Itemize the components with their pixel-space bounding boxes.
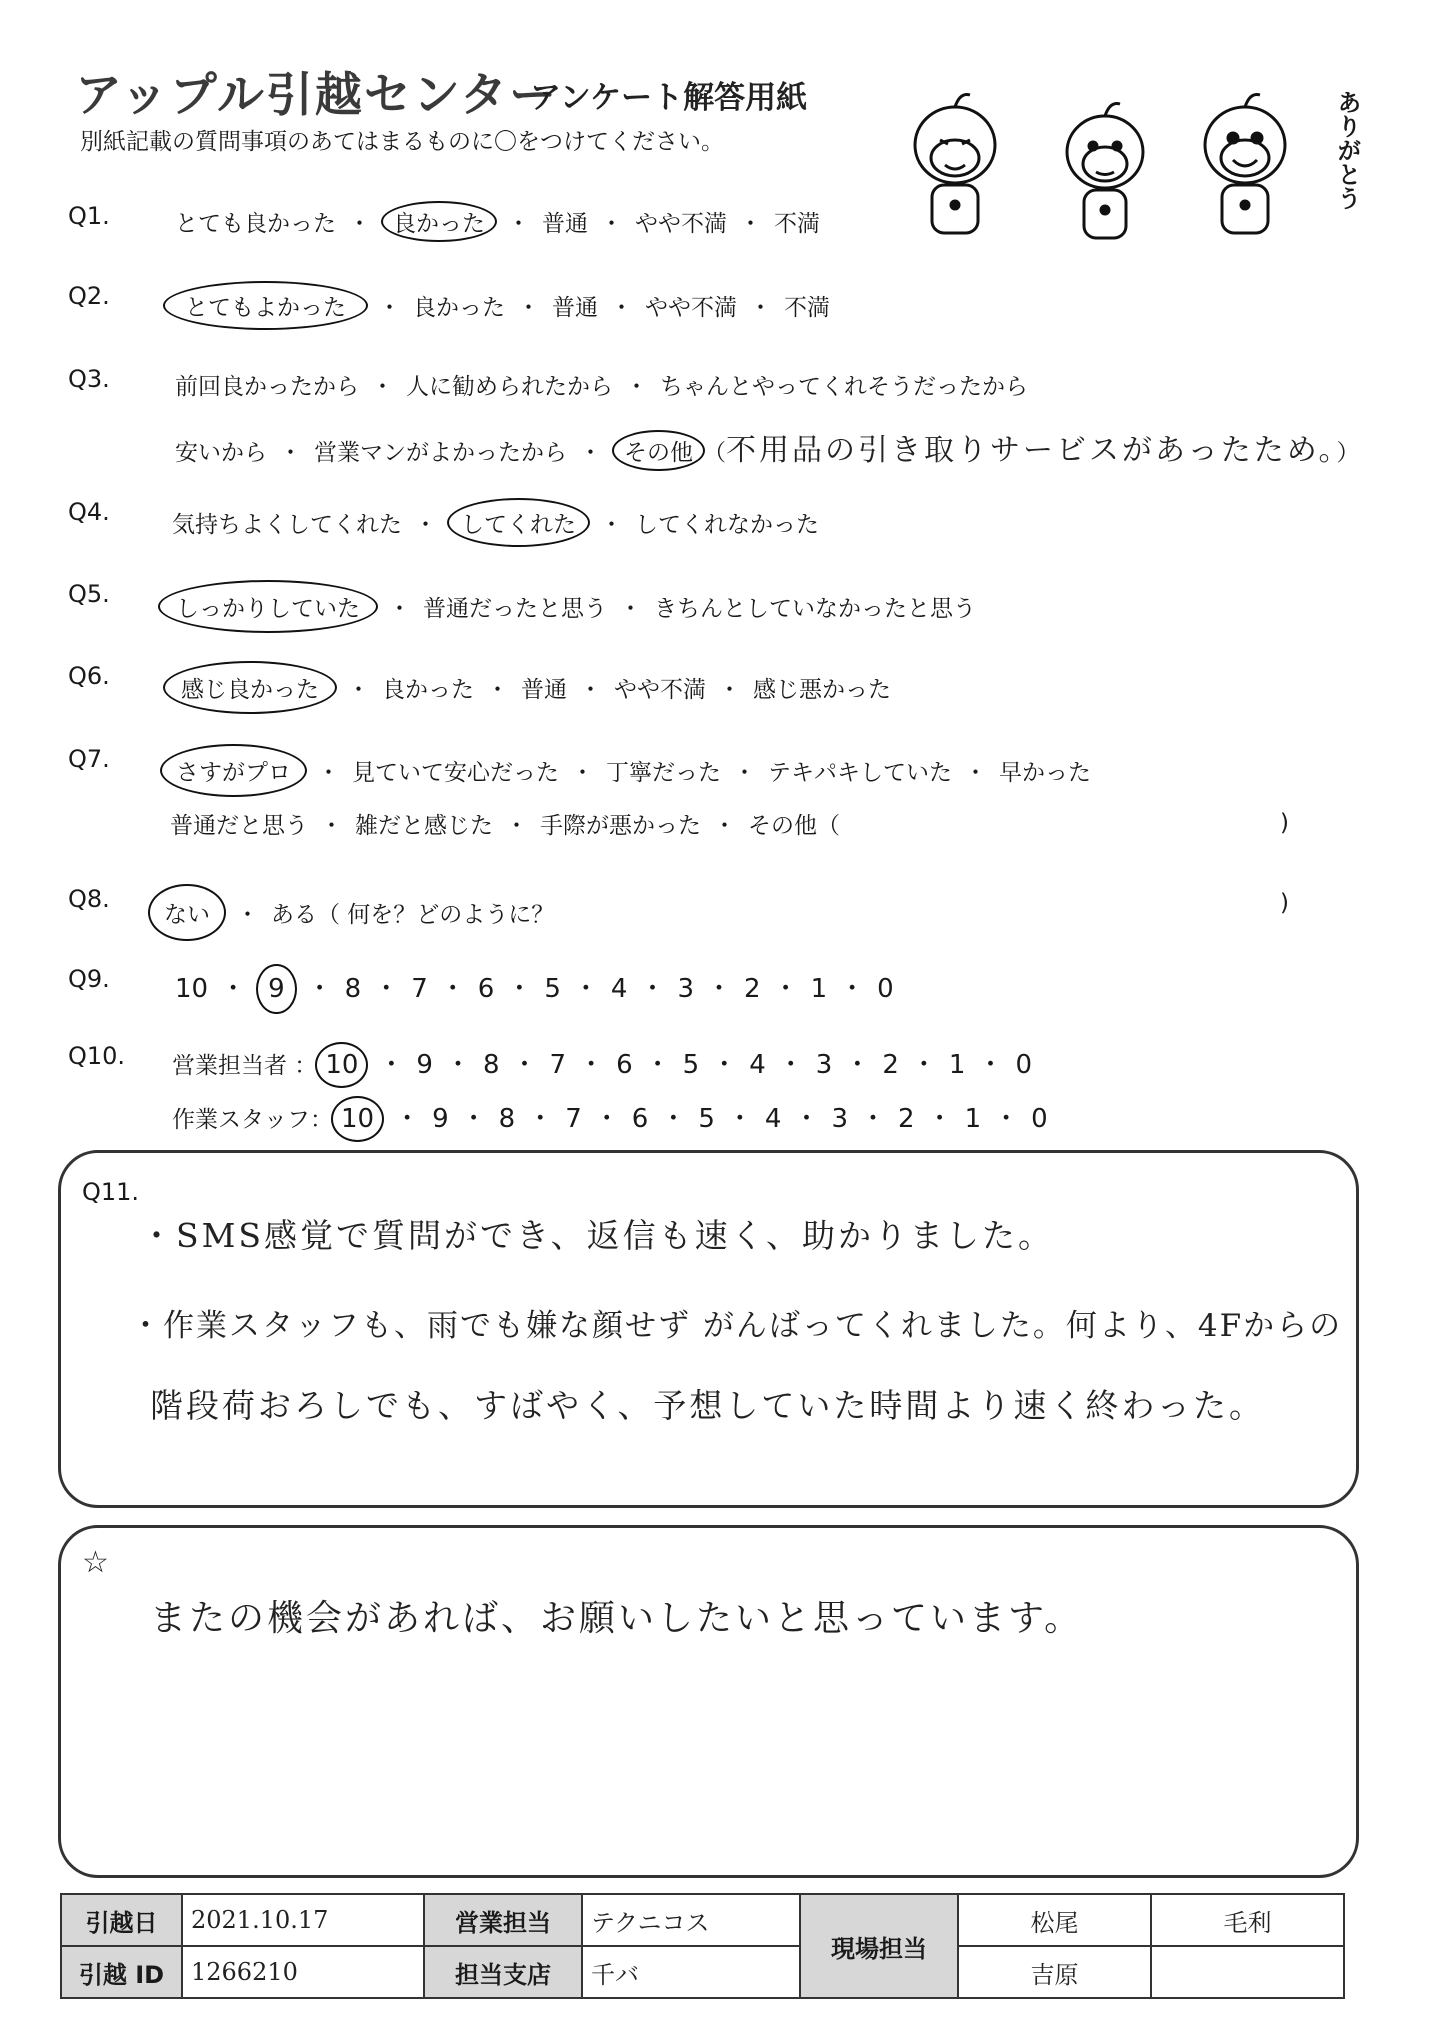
q6-option[interactable]: 良かった	[382, 677, 474, 703]
branch-label: 担当支店	[424, 1946, 582, 1998]
q5-option[interactable]: 普通だったと思う	[423, 596, 607, 622]
move-id-value: 1266210	[182, 1946, 424, 1998]
q10-staff-selected[interactable]: 10	[331, 1096, 384, 1142]
q6-option[interactable]: 感じ悪かった	[753, 677, 891, 703]
q2-label: Q2.	[68, 282, 110, 310]
q6-options: 感じ良かった ・ 良かった ・ 普通 ・ やや不満 ・ 感じ悪かった	[165, 665, 891, 710]
free-comment-box[interactable]	[58, 1525, 1359, 1878]
q8-label: Q8.	[68, 885, 110, 913]
move-date-label: 引越日	[61, 1894, 182, 1946]
q10-staff-scale: 作業スタッフ： 10 ・ 9 ・ 8 ・ 7 ・ 6 ・ 5 ・ 4 ・ 3 ・ 2 ・ 1 ・ 0	[172, 1098, 1048, 1138]
form-title: アップル引越センター	[75, 68, 558, 123]
q1-option[interactable]: 不満	[774, 211, 820, 237]
q4-option[interactable]: 気持ちよくしてくれた	[172, 512, 402, 538]
branch-value: 千バ	[582, 1946, 800, 1998]
q9-option[interactable]: 2	[744, 974, 761, 1004]
move-date-value: 2021.10.17	[182, 1894, 424, 1946]
q10-option[interactable]: 5	[682, 1050, 700, 1080]
q1-option[interactable]: とても良かった	[175, 211, 336, 237]
site-staff-empty	[1151, 1946, 1344, 1998]
q10-staff-label: 作業スタッフ：	[172, 1107, 333, 1133]
q7-option[interactable]: 雑だと感じた	[355, 813, 493, 839]
sales-value: テクニコス	[582, 1894, 800, 1946]
q8-close-paren: )	[1280, 890, 1289, 916]
q9-option[interactable]: 6	[477, 974, 495, 1004]
q2-option[interactable]: 不満	[784, 295, 830, 321]
q8-options: ない ・ ある（ 何を？どのように？	[150, 888, 554, 937]
q2-option[interactable]: 良かった	[413, 295, 505, 321]
q10-option[interactable]: 7	[565, 1104, 582, 1134]
q3-row1: 前回良かったから ・ 人に勧められたから ・ ちゃんとやってくれそうだったから	[175, 374, 1028, 400]
q10-label: Q10.	[68, 1042, 126, 1070]
q11-line-3: 階段荷おろしでも、すばやく、予想していた時間より速く終わった。	[150, 1386, 1266, 1425]
q7-option[interactable]: 見ていて安心だった	[352, 760, 559, 786]
q5-option-selected[interactable]: しっかりしていた	[158, 580, 378, 633]
q2-option-selected[interactable]: とてもよかった	[163, 281, 368, 330]
q10-option[interactable]: 6	[631, 1104, 649, 1134]
q2-option[interactable]: やや不満	[645, 295, 737, 321]
q10-option[interactable]: 6	[616, 1050, 633, 1080]
q3-row2: 安いから ・ 営業マンがよかったから ・ その他 （不用品の引き取りサービスがあったため。）	[175, 425, 1360, 469]
site-staff-3: 吉原	[958, 1946, 1151, 1998]
q10-sales-scale: 営業担当者 ： 10 ・ 9 ・ 8 ・ 7 ・ 6 ・ 5 ・ 4 ・ 3 ・ 2 ・ 1 ・ 0	[172, 1044, 1032, 1084]
q10-option[interactable]: 9	[432, 1104, 449, 1134]
q5-options: しっかりしていた ・ 普通だったと思う ・ きちんとしていなかったと思う	[160, 584, 976, 629]
q1-label: Q1.	[68, 202, 110, 230]
q10-option[interactable]: 1	[948, 1050, 966, 1080]
q10-sales-label: 営業担当者 ：	[172, 1053, 318, 1079]
q6-label: Q6.	[68, 662, 110, 690]
q7-close-paren: )	[1280, 810, 1289, 836]
q1-option-selected[interactable]: 良かった	[381, 201, 497, 242]
form-subtitle: アンケート解答用紙	[530, 80, 808, 116]
q8-option-selected[interactable]: ない	[148, 884, 226, 941]
q4-options: 気持ちよくしてくれた ・ してくれた ・ してくれなかった	[172, 502, 819, 543]
q9-option-selected[interactable]: 9	[256, 964, 297, 1014]
q3-option[interactable]: ちゃんとやってくれそうだったから	[660, 374, 1028, 400]
q9-option[interactable]: 1	[810, 974, 828, 1004]
q7-option[interactable]: その他（	[748, 813, 840, 839]
site-staff-1: 松尾	[958, 1894, 1151, 1946]
q10-option[interactable]: 8	[498, 1104, 516, 1134]
q11-line-2: ・作業スタッフも、雨でも嫌な顔せず がんばってくれました。何より、4Fからの	[130, 1308, 1343, 1344]
q9-option[interactable]: 7	[411, 974, 428, 1004]
q9-option[interactable]: 8	[344, 974, 362, 1004]
site-staff-2: 毛利	[1151, 1894, 1344, 1946]
q10-option[interactable]: 9	[416, 1050, 433, 1080]
q10-sales-selected[interactable]: 10	[315, 1042, 368, 1088]
q7-row1: さすがプロ ・ 見ていて安心だった ・ 丁寧だった ・ テキパキしていた ・ 早かった	[162, 748, 1091, 793]
move-info-table	[60, 1893, 1345, 1999]
q7-option-selected[interactable]: さすがプロ	[160, 744, 307, 797]
mascot-illustration	[900, 70, 1340, 254]
q7-row2: 普通だと思う ・ 雑だと感じた ・ 手際が悪かった ・ その他（	[170, 813, 840, 839]
q9-option[interactable]: 0	[877, 974, 894, 1004]
q10-option[interactable]: 3	[815, 1050, 833, 1080]
q1-option[interactable]: やや不満	[635, 211, 727, 237]
q1-options: とても良かった ・ 良かった ・ 普通 ・ やや不満 ・ 不満	[175, 205, 820, 238]
q10-option[interactable]: 2	[898, 1104, 915, 1134]
q7-option[interactable]: 早かった	[999, 760, 1091, 786]
q10-option[interactable]: 0	[1031, 1104, 1048, 1134]
q11-label: Q11.	[82, 1178, 140, 1206]
sales-label: 営業担当	[424, 1894, 582, 1946]
q10-option[interactable]: 4	[749, 1050, 766, 1080]
q7-option[interactable]: 普通だと思う	[170, 813, 308, 839]
q10-option[interactable]: 0	[1015, 1050, 1033, 1080]
monkey-mascots-icon	[900, 70, 1340, 250]
q9-option[interactable]: 4	[610, 974, 628, 1004]
q10-option[interactable]: 5	[698, 1104, 715, 1134]
q9-option[interactable]: 10	[175, 974, 209, 1004]
q6-option[interactable]: やや不満	[614, 677, 706, 703]
site-label: 現場担当	[800, 1894, 958, 1998]
q3-option[interactable]: 人に勧められたから	[406, 374, 613, 400]
q10-option[interactable]: 3	[831, 1104, 849, 1134]
q8-option[interactable]: ある（ 何を？どのように？	[271, 902, 555, 928]
q3-label: Q3.	[68, 365, 110, 393]
q5-label: Q5.	[68, 580, 110, 608]
q7-option[interactable]: 丁寧だった	[606, 760, 721, 786]
q4-option[interactable]: してくれなかった	[635, 512, 819, 538]
q2-options: とてもよかった ・ 良かった ・ 普通 ・ やや不満 ・ 不満	[165, 285, 830, 326]
q3-option-selected[interactable]: その他	[612, 430, 705, 471]
q3-option[interactable]: 安いから	[175, 440, 267, 466]
q9-label: Q9.	[68, 965, 110, 993]
q10-option[interactable]: 1	[964, 1104, 982, 1134]
q4-label: Q4.	[68, 498, 110, 526]
move-id-label: 引越 ID	[61, 1946, 182, 1998]
q6-option-selected[interactable]: 感じ良かった	[163, 661, 337, 714]
q5-option[interactable]: きちんとしていなかったと思う	[654, 596, 976, 622]
free-comment-text: またの機会があれば、お願いしたいと思っています。	[150, 1598, 1084, 1639]
thanks-text: ありがとう	[1333, 90, 1361, 210]
q2-option[interactable]: 普通	[552, 295, 598, 321]
q10-option[interactable]: 4	[764, 1104, 782, 1134]
instruction-text: 別紙記載の質問事項のあてはまるものに〇をつけてください。	[80, 129, 724, 155]
q9-option[interactable]: 3	[677, 974, 695, 1004]
q3-other-handwritten: 不用品の引き取りサービスがあったため。	[726, 433, 1337, 468]
star-icon: ☆	[82, 1545, 109, 1580]
q10-option[interactable]: 2	[882, 1050, 899, 1080]
q7-label: Q7.	[68, 745, 110, 773]
q6-option[interactable]: 普通	[521, 677, 567, 703]
q3-option[interactable]: 営業マンがよかったから	[314, 440, 567, 466]
q7-option[interactable]: テキパキしていた	[768, 760, 952, 786]
q11-line-1: ・SMS感覚で質問ができ、返信も速く、助かりました。	[140, 1216, 1055, 1255]
q7-option[interactable]: 手際が悪かった	[540, 813, 701, 839]
q3-option[interactable]: 前回良かったから	[175, 374, 359, 400]
q9-option[interactable]: 5	[544, 974, 561, 1004]
q10-option[interactable]: 7	[549, 1050, 567, 1080]
q1-option[interactable]: 普通	[542, 211, 588, 237]
q9-scale: 10 ・ 9 ・ 8 ・ 7 ・ 6 ・ 5 ・ 4 ・ 3 ・ 2 ・ 1 ・ 0	[175, 968, 894, 1010]
q4-option-selected[interactable]: してくれた	[447, 498, 590, 547]
q10-option[interactable]: 8	[482, 1050, 500, 1080]
